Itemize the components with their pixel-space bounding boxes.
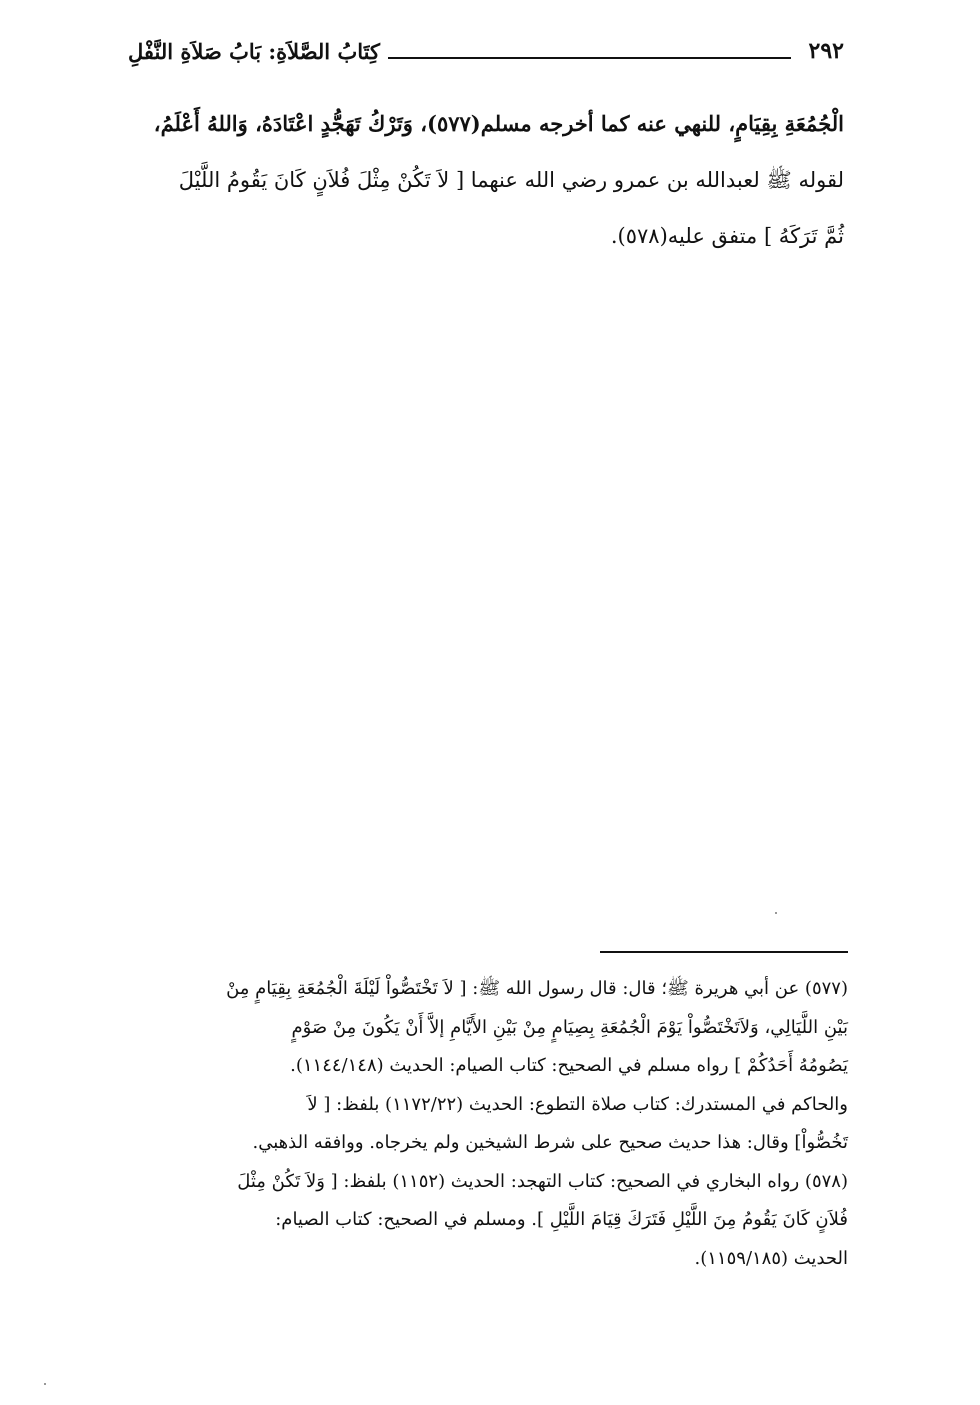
footnote-line: بَيْنِ اللَّيَالِي، وَلاَتَخْتَصُّواْ يَوْمَ الْجُمُعَةِ بِصِيَامٍ مِنْ بَيْنِ الأَيَّامِ إلاَّ أَنْ يَكُونَ مِنْ صَوْمٍ (291, 1016, 848, 1038)
footnote-line: والحاكم في المستدرك: كتاب صلاة التطوع: الحديث (١١٧٢/٢٢) بلفظ: [ لاَ (307, 1093, 848, 1115)
footnote-line: (٥٧٨) رواه البخاري في الصحيح: كتاب التهجد: الحديث (١١٥٢) بلفظ: [ وَلاَ تَكُنْ مِثْلَ (237, 1170, 848, 1192)
main-text-line: ثُمَّ تَرَكَهُ ] متفق عليه(٥٧٨). (610, 224, 844, 248)
footnotes (128, 970, 848, 1278)
header-rule (388, 57, 791, 59)
scan-speck (775, 912, 777, 914)
chapter-title: كِتَابُ الصَّلاَةِ: بَابُ صَلاَةِ النَّفْلِ (128, 38, 380, 64)
main-text-line: لقوله ﷺ لعبدالله بن عمرو رضي الله عنهما [ لاَ تَكُنْ مِثْلَ فُلاَنٍ كَانَ يَقُومُ اللَّيْلَ (178, 168, 844, 192)
running-header (128, 32, 844, 70)
footnote-separator (600, 951, 848, 953)
footnote-line: يَصُومُهُ أَحَدُكُمْ ] رواه مسلم في الصحيح: كتاب الصيام: الحديث (١١٤٤/١٤٨). (290, 1055, 848, 1076)
scan-speck (44, 1383, 46, 1385)
main-text-line: الْجُمُعَةِ بِقِيَامٍ، للنهي عنه كما أخرجه مسلم(٥٧٧)، وَتَرْكُ تَهَجُّدٍ اعْتَادَهُ، وَاللهُ أَعْلَمُ، (153, 111, 844, 136)
footnote-line: الحديث (١١٥٩/١٨٥). (694, 1247, 848, 1269)
footnote-line: (٥٧٧) عن أبي هريرة ﷺ؛ قال: قال رسول الله ﷺ: [ لاَ تَخْتَصُّواْ لَيْلَةَ الْجُمُعَةِ بِقِيَامٍ مِنْ (226, 978, 848, 999)
main-text (128, 96, 844, 264)
footnote-line: فُلاَنٍ كَانَ يَقُومُ مِنَ اللَّيْلِ فَتَرَكَ قِيَامَ اللَّيْلِ ]. ومسلم في الصحيح: كتاب الصيام: (275, 1209, 848, 1230)
footnote-line: تَخُصُّواْ] وقال: هذا حديث صحيح على شرط الشيخين ولم يخرجاه. ووافقه الذهبي. (252, 1132, 848, 1153)
page-number: ٢٩٢ (808, 38, 844, 64)
